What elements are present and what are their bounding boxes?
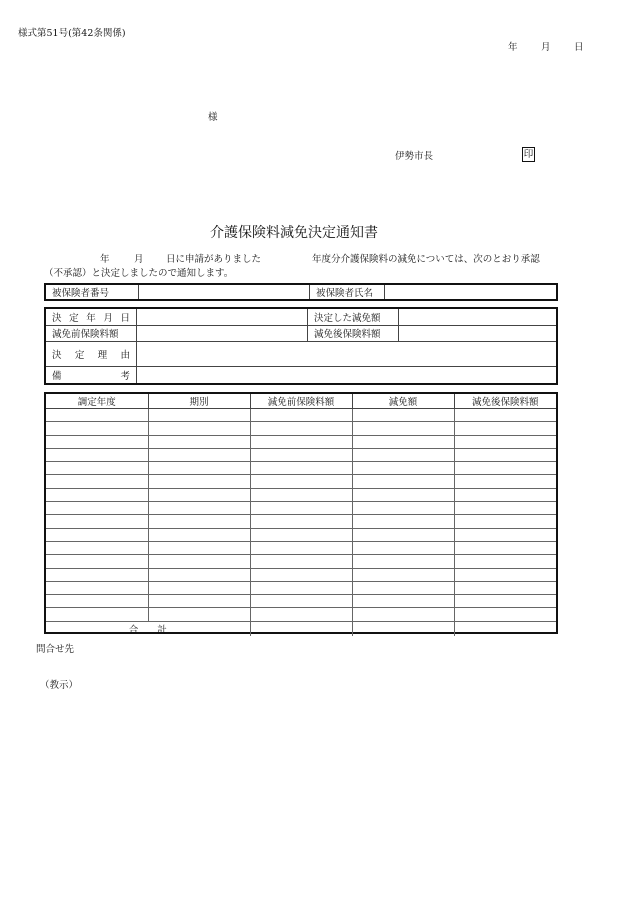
table-cell (352, 568, 454, 581)
addressee-suffix: 様 (208, 112, 218, 123)
table-cell (454, 528, 556, 541)
table-cell (148, 488, 250, 501)
table-row (46, 555, 556, 568)
table-cell (454, 555, 556, 568)
table-cell (46, 448, 148, 461)
table-cell (148, 502, 250, 515)
table-cell (250, 608, 352, 621)
table-cell (148, 409, 250, 422)
table-cell (46, 608, 148, 621)
date-year-label: 年 (508, 42, 518, 53)
table-cell (352, 422, 454, 435)
table-cell (352, 502, 454, 515)
table-cell (352, 608, 454, 621)
table-row (46, 409, 556, 422)
decision-date-value (137, 309, 308, 325)
table-cell (46, 435, 148, 448)
intro-line2: （不承認）と決定しましたので通知します。 (44, 268, 234, 279)
detail-header-0: 調定年度 (46, 394, 148, 409)
table-cell (454, 608, 556, 621)
total-cell (352, 621, 454, 636)
table-cell (250, 435, 352, 448)
instruction-label: （教示） (40, 680, 79, 691)
table-cell (250, 448, 352, 461)
table-cell (352, 488, 454, 501)
table-row (46, 435, 556, 448)
detail-header-1: 期別 (148, 394, 250, 409)
table-cell (352, 409, 454, 422)
table-cell (148, 422, 250, 435)
decision-box (44, 307, 558, 385)
table-row (46, 502, 556, 515)
table-row (46, 568, 556, 581)
table-cell (352, 462, 454, 475)
table-cell (250, 422, 352, 435)
detail-header-3: 減免額 (352, 394, 454, 409)
table-cell (250, 488, 352, 501)
detail-table (46, 394, 556, 636)
table-cell (352, 528, 454, 541)
total-cell (250, 621, 352, 636)
table-cell (46, 462, 148, 475)
table-cell (454, 581, 556, 594)
table-row (46, 581, 556, 594)
table-cell (148, 475, 250, 488)
table-cell (352, 541, 454, 554)
table-cell (148, 541, 250, 554)
table-row (46, 422, 556, 435)
decision-remarks-label: 備考 (46, 366, 137, 383)
table-cell (148, 608, 250, 621)
table-cell (454, 502, 556, 515)
date-day-label: 日 (574, 42, 584, 53)
table-cell (454, 448, 556, 461)
decision-remarks-value (137, 366, 557, 383)
form-number: 様式第51号(第42条関係) (18, 28, 126, 39)
table-cell (250, 409, 352, 422)
table-row (46, 488, 556, 501)
table-row (46, 528, 556, 541)
table-cell (46, 528, 148, 541)
decision-before-value (137, 325, 308, 341)
table-cell (454, 595, 556, 608)
table-cell (352, 475, 454, 488)
table-cell (148, 555, 250, 568)
table-cell (352, 515, 454, 528)
table-cell (454, 541, 556, 554)
document-title: 介護保険料減免決定通知書 (210, 225, 378, 241)
table-cell (148, 448, 250, 461)
table-cell (148, 515, 250, 528)
intro-month: 月 (134, 254, 144, 265)
table-cell (250, 568, 352, 581)
table-cell (46, 541, 148, 554)
table-row (46, 515, 556, 528)
table-cell (46, 502, 148, 515)
insured-box (44, 283, 558, 301)
issuer-name: 伊勢市長 (395, 151, 434, 162)
table-cell (148, 462, 250, 475)
table-cell (148, 568, 250, 581)
decision-before-label: 減免前保険料額 (46, 325, 137, 341)
table-cell (250, 555, 352, 568)
insured-number-value (139, 285, 310, 299)
insured-number-label: 被保険者番号 (46, 285, 139, 299)
table-cell (454, 409, 556, 422)
intro-day-applied: 日に申請がありました (166, 254, 262, 265)
table-cell (250, 541, 352, 554)
table-cell (454, 515, 556, 528)
table-cell (454, 475, 556, 488)
table-cell (46, 515, 148, 528)
table-cell (46, 581, 148, 594)
decision-amount-label: 決定した減免額 (308, 309, 399, 325)
table-row (46, 595, 556, 608)
table-cell (46, 568, 148, 581)
total-cell (454, 621, 556, 636)
table-cell (250, 528, 352, 541)
table-cell (250, 475, 352, 488)
decision-after-label: 減免後保険料額 (308, 325, 399, 341)
table-cell (148, 595, 250, 608)
table-cell (352, 448, 454, 461)
table-cell (250, 581, 352, 594)
detail-header-row (46, 394, 556, 409)
table-cell (352, 581, 454, 594)
intro-year: 年 (100, 254, 110, 265)
table-cell (46, 488, 148, 501)
table-cell (148, 528, 250, 541)
table-cell (454, 422, 556, 435)
table-cell (250, 502, 352, 515)
table-row (46, 448, 556, 461)
table-cell (46, 475, 148, 488)
table-cell (46, 409, 148, 422)
table-cell (454, 462, 556, 475)
decision-date-label: 決定年月日 (46, 309, 137, 325)
detail-header-2: 減免前保険料額 (250, 394, 352, 409)
detail-header-4: 減免後保険料額 (454, 394, 556, 409)
table-cell (454, 488, 556, 501)
table-cell (454, 568, 556, 581)
table-row (46, 608, 556, 621)
decision-reason-value (137, 341, 557, 366)
detail-box (44, 392, 558, 634)
date-month-label: 月 (541, 42, 551, 53)
table-row (46, 462, 556, 475)
table-cell (148, 435, 250, 448)
contact-label: 問合せ先 (36, 644, 75, 655)
table-cell (250, 515, 352, 528)
decision-after-value (399, 325, 557, 341)
table-cell (46, 422, 148, 435)
total-row (46, 621, 556, 636)
table-cell (250, 595, 352, 608)
table-cell (46, 555, 148, 568)
table-cell (352, 435, 454, 448)
intro-fiscal: 年度分介護保険料の減免については、次のとおり承認 (312, 254, 540, 265)
decision-reason-label: 決定理由 (46, 341, 137, 366)
total-label: 合 計 (46, 621, 250, 636)
insured-name-value (385, 285, 557, 299)
decision-amount-value (399, 309, 557, 325)
table-row (46, 541, 556, 554)
table-cell (352, 555, 454, 568)
table-cell (250, 462, 352, 475)
table-cell (352, 595, 454, 608)
table-cell (148, 581, 250, 594)
table-cell (454, 435, 556, 448)
table-cell (46, 595, 148, 608)
seal-mark: 印 (523, 149, 534, 160)
table-row (46, 475, 556, 488)
insured-name-label: 被保険者氏名 (310, 285, 385, 299)
